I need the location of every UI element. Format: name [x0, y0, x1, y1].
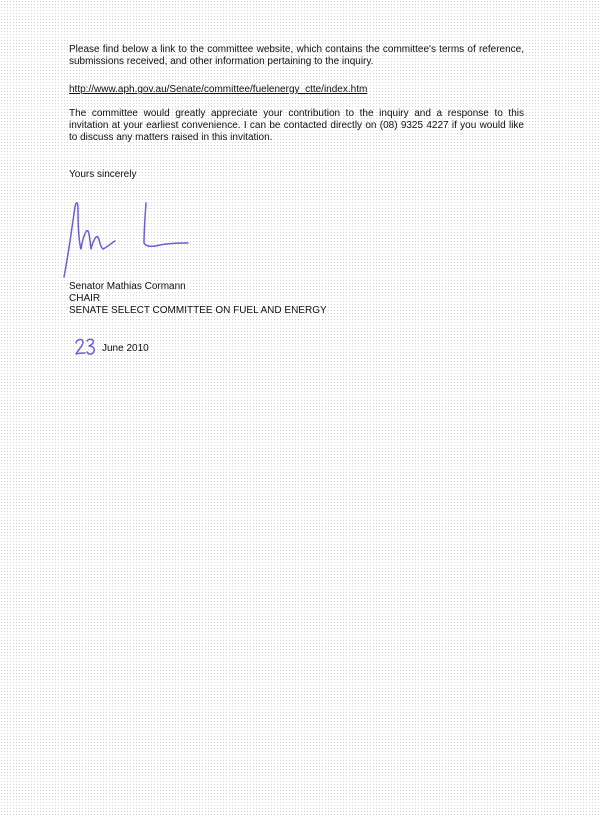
committee-name: SENATE SELECT COMMITTEE ON FUEL AND ENERGY [69, 305, 327, 316]
handwritten-signature [60, 197, 196, 281]
committee-website-link[interactable]: http://www.aph.gov.au/Senate/committee/fuelenergy_ctte/index.htm [69, 84, 368, 95]
signatory-role: CHAIR [69, 293, 101, 304]
handwritten-day [74, 337, 98, 357]
contact-paragraph: The committee would greatly appreciate your contribution to the inquiry and a response to this invitation at your earliest convenience. I can be contacted directly on (08) 9325 4227 if you would like to discuss any matters raised in this invitation. [69, 108, 524, 143]
closing-salutation: Yours sincerely [69, 169, 137, 180]
signatory-name: Senator Mathias Cormann [69, 281, 186, 292]
website-paragraph: Please find below a link to the committee website, which contains the committee's terms of reference, submissions received, and other information pertaining to the inquiry. [69, 44, 524, 67]
letter-date: June 2010 [102, 343, 149, 354]
